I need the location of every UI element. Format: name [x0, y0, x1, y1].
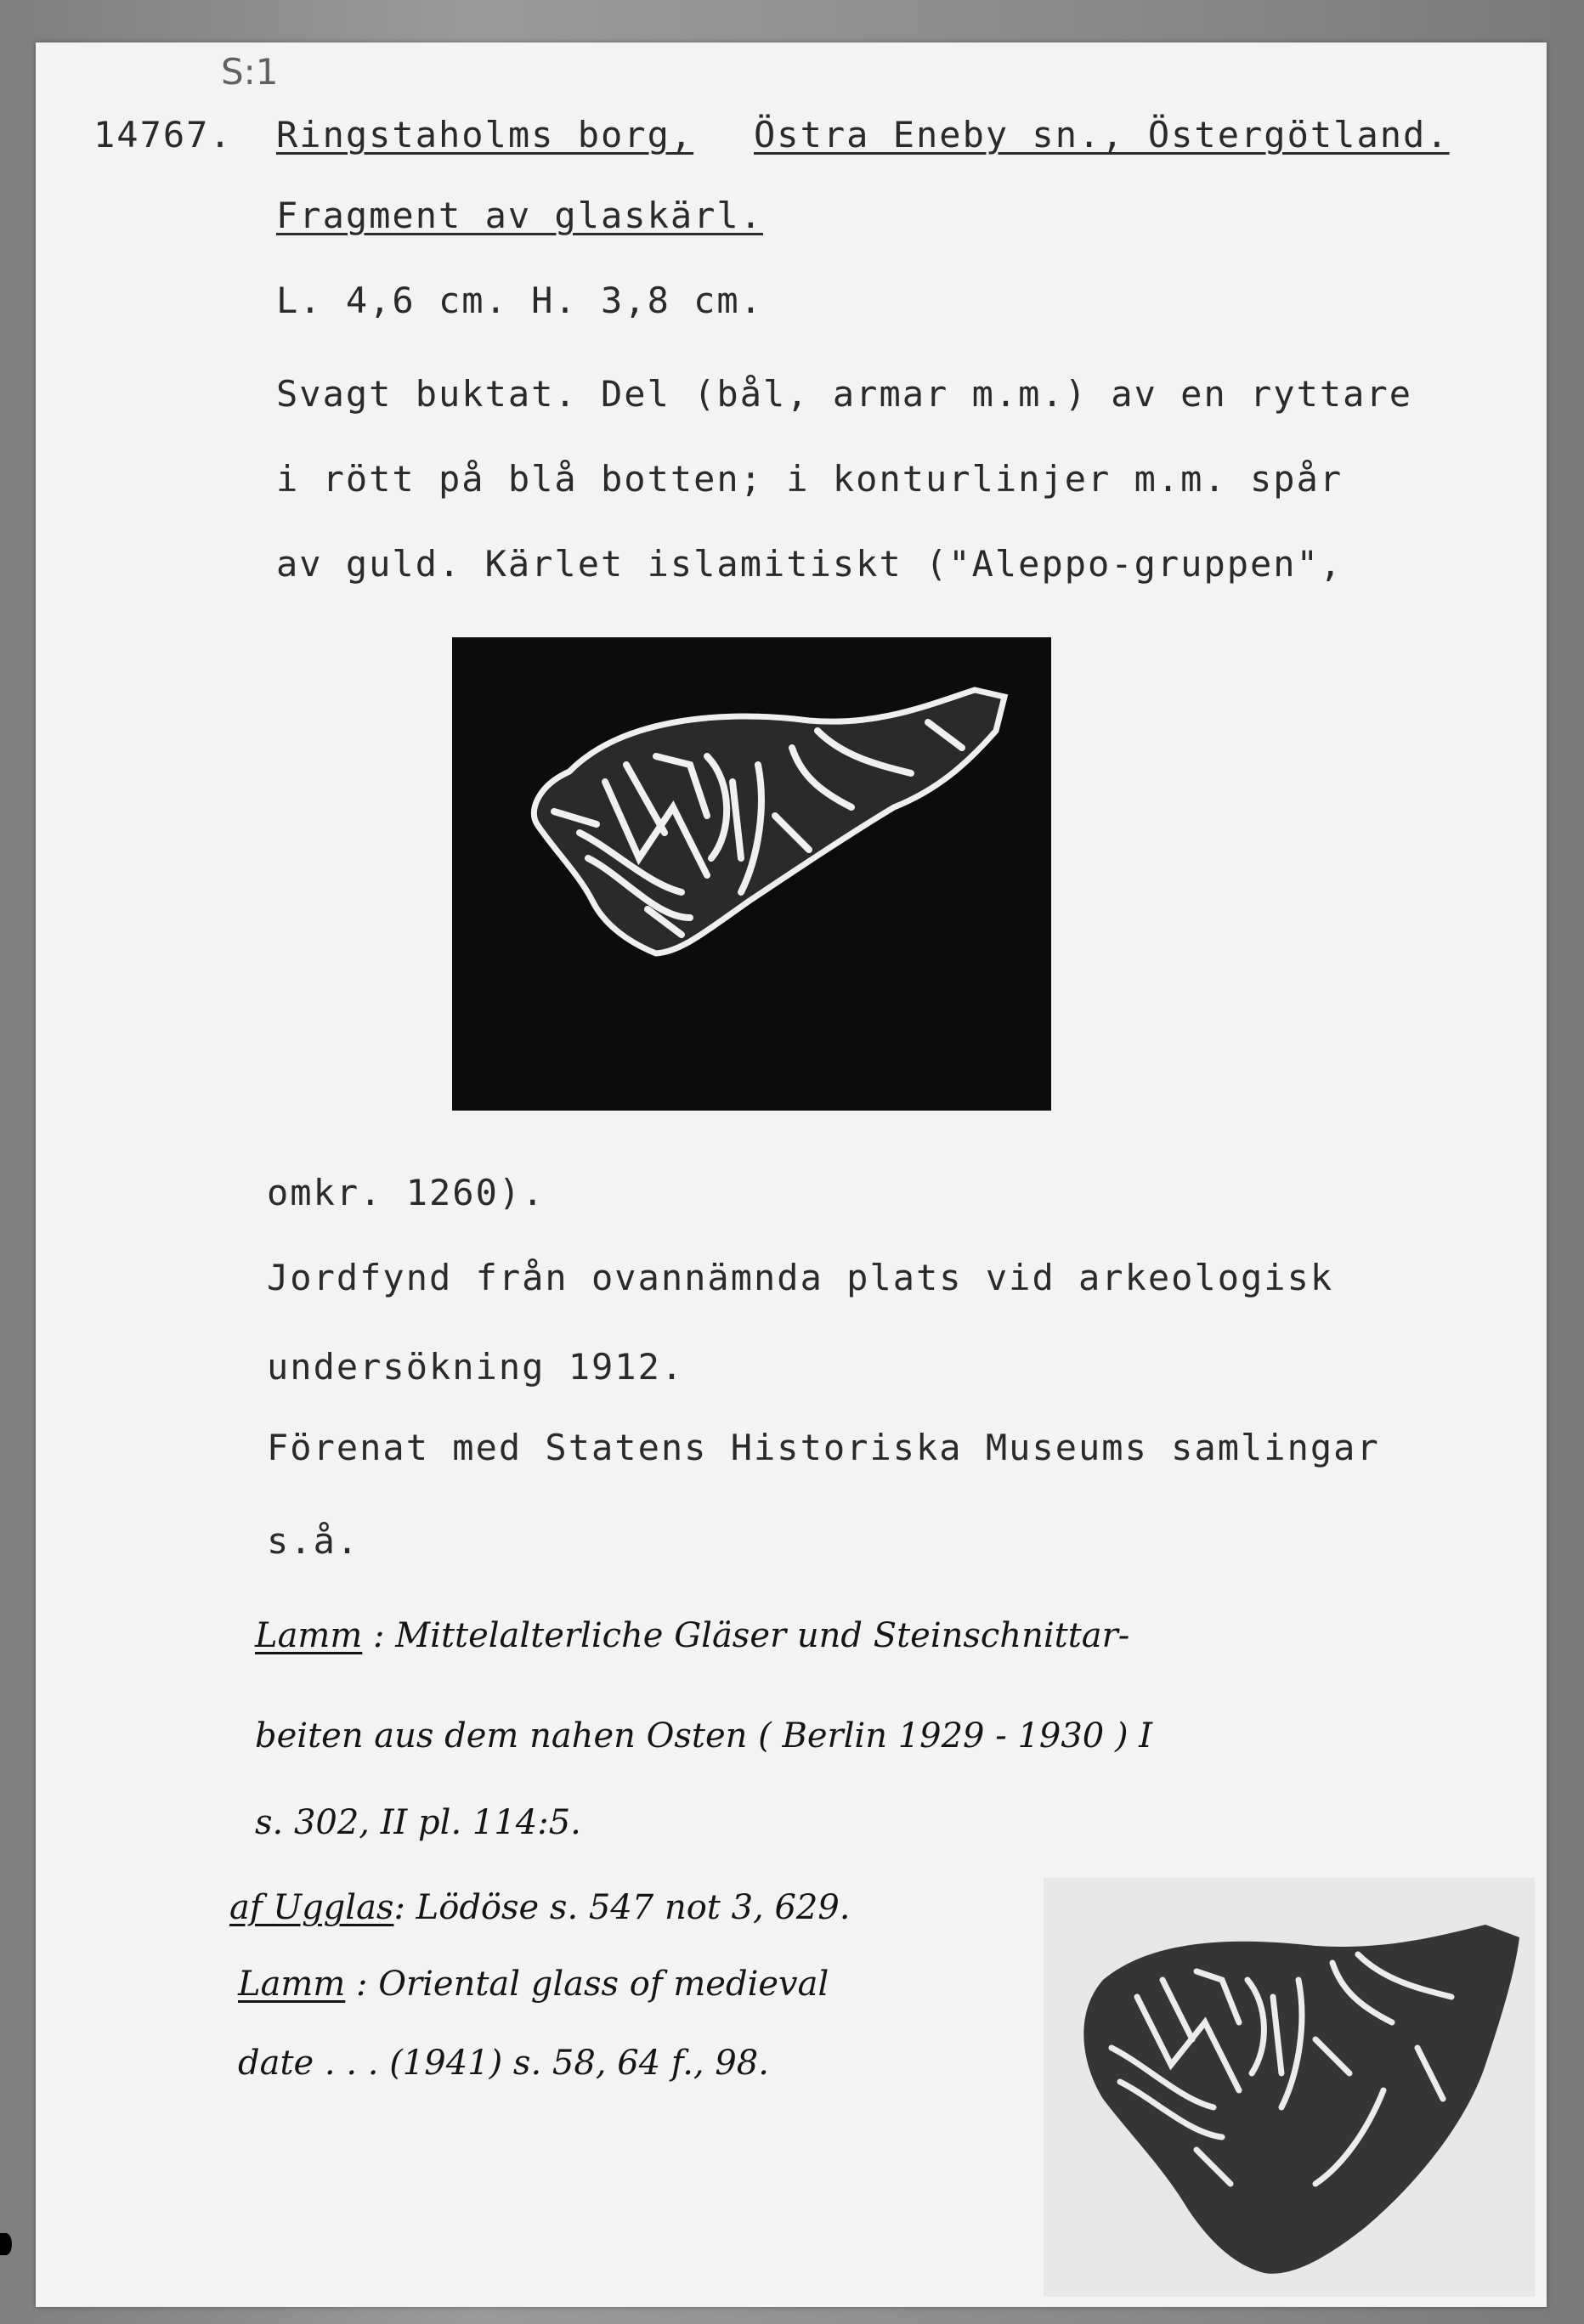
- note-author: af Ugglas: [229, 1888, 394, 1927]
- handwritten-note: beiten aus dem nahen Osten ( Berlin 1929 - 1930 ) I: [255, 1716, 1153, 1756]
- entry-number: 14767.: [93, 114, 233, 155]
- handwritten-note: [238, 1965, 829, 2004]
- handwritten-note: s. 302, II pl. 114:5.: [255, 1803, 581, 1842]
- handwritten-note: [229, 1888, 851, 1927]
- photo-negative: [452, 637, 1051, 1111]
- note-author: Lamm: [238, 1965, 346, 2004]
- object-title: Fragment av glaskärl.: [276, 195, 764, 236]
- catalog-card: [36, 42, 1547, 2307]
- description-line: omkr. 1260).: [267, 1172, 546, 1213]
- note-text: Lödöse s. 547 not 3, 629.: [416, 1888, 851, 1927]
- description-line: Förenat med Statens Historiska Museums samlingar: [267, 1427, 1380, 1468]
- note-separator: :: [393, 1888, 416, 1927]
- location-name: Östra Eneby sn., Östergötland.: [754, 114, 1450, 155]
- description-line: i rött på blå botten; i konturlinjer m.m. spår: [276, 458, 1344, 500]
- dimensions: L. 4,6 cm. H. 3,8 cm.: [276, 280, 764, 321]
- photo-positive: [1044, 1878, 1535, 2297]
- handwritten-note: date . . . (1941) s. 58, 64 f., 98.: [238, 2044, 769, 2083]
- description-line: Svagt buktat. Del (bål, armar m.m.) av en ryttare: [276, 373, 1413, 415]
- note-separator: :: [345, 1965, 379, 2004]
- handwritten-note: [255, 1616, 1130, 1655]
- description-line: s.å.: [267, 1520, 360, 1562]
- description-line: undersökning 1912.: [267, 1346, 685, 1388]
- punch-hole: [0, 2233, 12, 2255]
- note-text: Oriental glass of medieval: [378, 1965, 829, 2004]
- note-text: Mittelalterliche Gläser und Steinschnittar-: [395, 1616, 1130, 1655]
- note-author: Lamm: [255, 1616, 363, 1655]
- description-line: Jordfynd från ovannämnda plats vid arkeologisk: [267, 1257, 1334, 1298]
- note-separator: :: [362, 1616, 396, 1655]
- site-name: Ringstaholms borg,: [276, 114, 694, 155]
- description-line: av guld. Kärlet islamitiskt ("Aleppo-gruppen",: [276, 543, 1344, 585]
- catalog-mark: S:1: [221, 51, 279, 93]
